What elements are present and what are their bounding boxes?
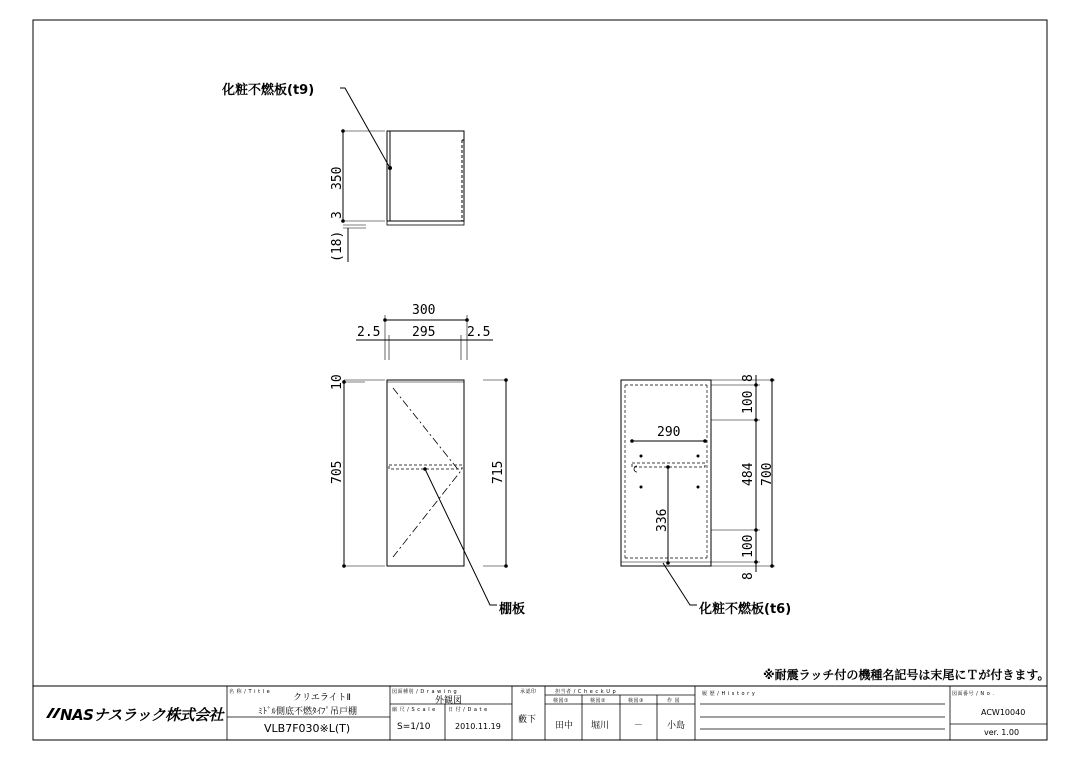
approval-header: 承認印 (520, 689, 537, 695)
seismic-latch-note: ※耐震ラッチ付の機種名記号は末尾にＴが付きます。 (763, 668, 1050, 682)
number-header: 図面番号 / N o . (952, 691, 995, 697)
top-dim-350: 350 (330, 166, 345, 190)
drawing-number: ACW10040 (981, 708, 1026, 717)
side-dim-8-bottom: 8 (741, 572, 756, 580)
side-view-panel-label: 化粧不燃板(t6) (699, 602, 792, 617)
top-view-panel-label: 化粧不燃板(t9) (222, 83, 315, 98)
side-dim-290: 290 (657, 425, 681, 440)
scale-header: 縮 尺 / S c a l e (392, 707, 436, 713)
check-sub-3: 検図③ (628, 698, 644, 704)
shelf-label: 棚板 (499, 602, 526, 617)
top-dim-3: 3 (330, 211, 345, 219)
front-dim-300: 300 (412, 303, 436, 318)
drawing-type-header: 図面種別 / D r a w i n g (392, 689, 458, 695)
top-dim-18: (18) (330, 230, 345, 262)
company-logo-mark (46, 708, 61, 718)
date-value: 2010.11.19 (455, 722, 501, 731)
drafter-name: 小島 (667, 721, 686, 731)
scale-value: S=1/10 (397, 722, 431, 732)
version: ver. 1.00 (984, 728, 1020, 737)
title-line2: ﾐﾄﾞﾙ側底不燃ﾀｲﾌﾟ吊戸棚 (258, 707, 358, 717)
checker-2: 堀川 (591, 721, 610, 731)
front-dim-2-5-left: 2.5 (357, 325, 381, 340)
approver: 藪下 (518, 715, 537, 725)
front-dim-10: 10 (330, 374, 345, 390)
title-header: 名 称 / T i t l e (229, 689, 271, 695)
front-dim-2-5-right: 2.5 (467, 325, 491, 340)
model-number: VLB7F030※L(T) (264, 722, 351, 735)
front-view (343, 315, 508, 605)
front-dim-705: 705 (330, 460, 345, 484)
company-logo: NASナスラック株式会社 (60, 706, 224, 724)
check-header: 担当者 / C h e c k U p (555, 689, 617, 695)
side-dim-484: 484 (741, 462, 756, 486)
side-dim-100-top: 100 (741, 390, 756, 414)
top-view (340, 88, 464, 262)
check-sub-2: 検図② (590, 698, 606, 704)
side-dim-100-bottom: 100 (741, 534, 756, 558)
checker-1: 田中 (555, 721, 574, 731)
checker-3: － (634, 721, 644, 731)
sheet-border (33, 20, 1050, 740)
date-header: 日 付 / D a t e (448, 707, 488, 713)
front-dim-295: 295 (412, 325, 436, 340)
front-dim-715: 715 (491, 460, 506, 484)
drawing-type: 外観図 (435, 696, 463, 706)
side-dim-336: 336 (655, 508, 670, 532)
side-dim-8-top: 8 (741, 374, 756, 382)
check-sub-1: 検図① (553, 698, 569, 704)
title-line1: クリエライトⅡ (293, 693, 351, 703)
check-sub-4: 作 図 (667, 698, 681, 704)
history-header: 履 歴 / H i s t o r y (702, 691, 756, 697)
side-dim-700: 700 (760, 462, 775, 486)
